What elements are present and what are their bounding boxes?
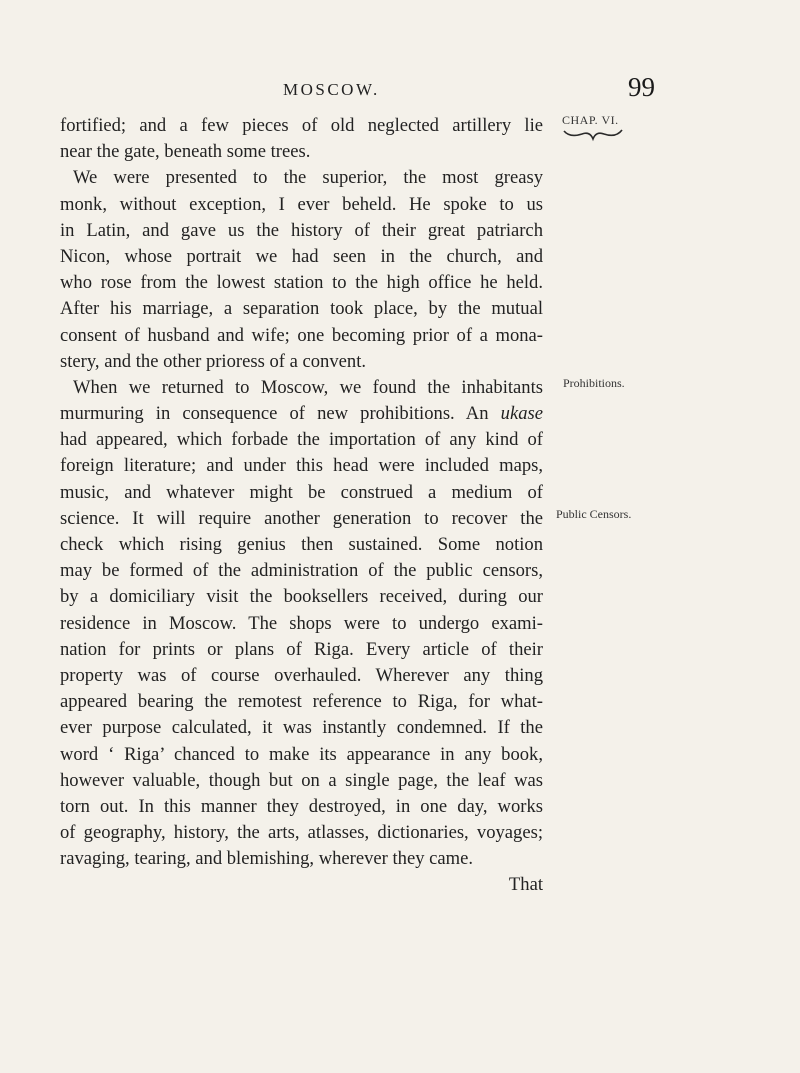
- chapter-marginal: [562, 113, 652, 142]
- text-line-with-italic: [60, 401, 543, 427]
- text-line: After his marriage, a separation took place, by the mutual: [60, 298, 543, 320]
- text-line: appeared bearing the remotest reference to Riga, for what-: [60, 691, 543, 713]
- text-line: music, and whatever might be construed a medium of: [60, 481, 543, 503]
- body-text: [60, 113, 543, 899]
- margin-note-prohibitions: Prohibitions.: [563, 376, 625, 390]
- text-line: residence in Moscow. The shops were to undergo exami-: [60, 612, 543, 634]
- text-line: in Latin, and gave us the history of their great patriarch: [60, 219, 543, 241]
- text-line: however valuable, though but on a single page, the leaf was: [60, 769, 543, 791]
- text-line: ever purpose calculated, it was instantly condemned. If the: [60, 717, 543, 739]
- brace-ornament-icon: [562, 128, 626, 142]
- page-number: 99: [628, 72, 655, 102]
- italic-word: ukase: [500, 403, 543, 425]
- text-line: property was of course overhauled. Wherever any thing: [60, 664, 543, 686]
- text-line: ravaging, tearing, and blemishing, wherever they came.: [60, 848, 474, 870]
- text-line: had appeared, which forbade the importation of any kind of: [60, 429, 543, 451]
- text-line: nation for prints or plans of Riga. Every article of their: [60, 638, 543, 660]
- text-line: stery, and the other prioress of a convent.: [60, 350, 367, 372]
- text-line: who rose from the lowest station to the high office he held.: [60, 272, 543, 294]
- text-line: science. It will require another generation to recover the: [60, 507, 543, 529]
- text-line: Nicon, whose portrait we had seen in the church, and: [60, 245, 543, 267]
- text-line: word ‘ Riga’ chanced to make its appearance in any book,: [60, 743, 543, 765]
- margin-note-public-censors: Public Censors.: [556, 507, 632, 521]
- catchword: That: [508, 874, 543, 896]
- text-line: may be formed of the administration of the public censors,: [60, 560, 543, 582]
- text-line: by a domiciliary visit the booksellers received, during our: [60, 586, 543, 608]
- text-line: consent of husband and wife; one becoming prior of a mona-: [60, 324, 543, 346]
- text-line: of geography, history, the arts, atlasses, dictionaries, voyages;: [60, 822, 543, 844]
- text-line: When we returned to Moscow, we found the inhabitants: [73, 376, 543, 398]
- text-line: We were presented to the superior, the most greasy: [73, 167, 543, 189]
- text-segment: murmuring in consequence of new prohibitions. An: [60, 403, 501, 425]
- text-line: near the gate, beneath some trees.: [60, 141, 311, 163]
- text-line: check which rising genius then sustained. Some notion: [60, 534, 543, 555]
- text-line: foreign literature; and under this head were included maps,: [60, 455, 543, 477]
- text-line: monk, without exception, I ever beheld. He spoke to us: [60, 193, 543, 215]
- running-head: MOSCOW.: [283, 80, 380, 99]
- chapter-label: CHAP. VI.: [562, 113, 619, 127]
- text-line: fortified; and a few pieces of old neglected artillery lie: [60, 115, 543, 136]
- text-line: torn out. In this manner they destroyed, in one day, works: [60, 795, 543, 817]
